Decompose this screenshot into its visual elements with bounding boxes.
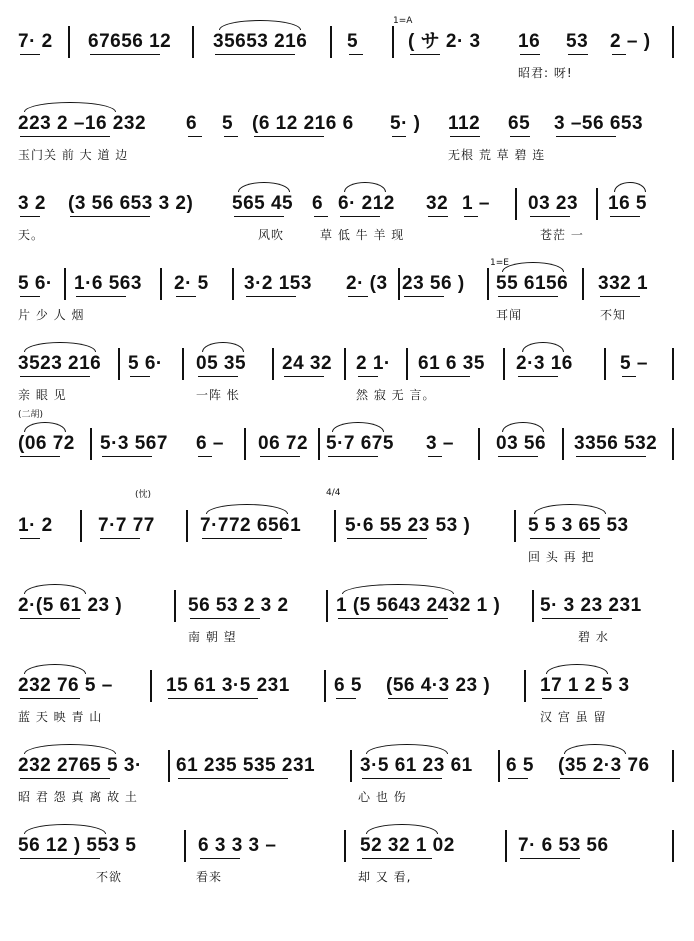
note-group: 61 235 535 231 [176, 755, 316, 776]
rhythm-underline [200, 858, 240, 859]
bar-line [174, 590, 176, 622]
note-group: 6 [312, 193, 324, 214]
note-group: 232 2765 5 3· [18, 755, 142, 776]
rhythm-underline [340, 216, 380, 217]
bar-line [398, 268, 400, 300]
slur-mark [342, 584, 454, 594]
rhythm-underline [20, 296, 40, 297]
rhythm-underline [20, 538, 40, 539]
lyric-text: 亲 眼 见 [18, 388, 67, 402]
note-group: 1 (5 5643 2432 1 ) [336, 595, 501, 616]
note-group: 53 [566, 31, 589, 52]
slur-mark [219, 20, 301, 30]
note-group: 6 [186, 113, 198, 134]
rhythm-underline [168, 698, 258, 699]
note-group: 3 2 [18, 193, 46, 214]
rhythm-underline [224, 136, 238, 137]
slur-mark [24, 342, 96, 352]
note-group: 67656 12 [88, 31, 172, 52]
rhythm-underline [347, 538, 427, 539]
note-group: 56 53 2 3 2 [188, 595, 289, 616]
rhythm-underline [234, 216, 284, 217]
lyric-text: 汉 宫 虽 留 [540, 710, 607, 724]
note-group: 1 – [462, 193, 490, 214]
rhythm-underline [20, 778, 110, 779]
bar-line [562, 428, 564, 460]
rhythm-underline [76, 296, 126, 297]
note-group: 5·3 567 [100, 433, 168, 454]
bar-line [184, 830, 186, 862]
rhythm-underline [260, 456, 300, 457]
lyric-text: 蓝 天 映 青 山 [18, 710, 103, 724]
bar-line [344, 830, 346, 862]
rhythm-underline [349, 54, 363, 55]
rhythm-underline [188, 136, 202, 137]
note-group: 3523 216 [18, 353, 102, 374]
rhythm-underline [130, 376, 150, 377]
rhythm-underline [362, 858, 432, 859]
bar-line [272, 348, 274, 380]
rhythm-underline [90, 54, 160, 55]
note-group: 5 6· [128, 353, 163, 374]
bar-line [80, 510, 82, 542]
score-annotation: 1=E [490, 258, 509, 268]
bar-line [672, 428, 674, 460]
lyric-text: 苍茫 一 [540, 228, 584, 242]
note-group: 3 –56 653 [554, 113, 644, 134]
note-group: (3 56 653 3 2) [68, 193, 194, 214]
note-group: 35653 216 [213, 31, 308, 52]
lyric-text: 却 又 看, [358, 870, 412, 884]
lyric-text: 玉门关 前 大 道 边 [18, 148, 129, 162]
lyric-text: 风吹 [258, 228, 285, 242]
note-group: 7·7 77 [98, 515, 155, 536]
rhythm-underline [450, 136, 480, 137]
bar-line [582, 268, 584, 300]
note-group: 6 5 [334, 675, 362, 696]
bar-line [118, 348, 120, 380]
bar-line [604, 348, 606, 380]
bar-line [232, 268, 234, 300]
bar-line [672, 26, 674, 58]
slur-mark [24, 584, 86, 594]
lyric-text: 南 朝 望 [188, 630, 237, 644]
slur-mark [366, 824, 438, 834]
bar-line [524, 670, 526, 702]
lyric-text: 无根 荒 草 碧 连 [448, 148, 546, 162]
rhythm-underline [198, 376, 238, 377]
bar-line [330, 26, 332, 58]
note-group: 3 – [426, 433, 454, 454]
note-group: 6 5 [506, 755, 534, 776]
note-group: 05 35 [196, 353, 247, 374]
note-group: 2·(5 61 23 ) [18, 595, 123, 616]
rhythm-underline [420, 376, 470, 377]
score-annotation: 1=A [393, 16, 413, 26]
bar-line [672, 750, 674, 782]
note-group: 7· 2 [18, 31, 53, 52]
bar-line [672, 348, 674, 380]
lyric-text: 回 头 再 把 [528, 550, 595, 564]
lyric-text: 一阵 怅 [196, 388, 240, 402]
rhythm-underline [530, 538, 600, 539]
slur-mark [564, 744, 626, 754]
bar-line [498, 750, 500, 782]
rhythm-underline [622, 376, 636, 377]
note-group: 65 [508, 113, 531, 134]
slur-mark [502, 422, 544, 432]
bar-line [68, 26, 70, 58]
note-group: 5 6· [18, 273, 53, 294]
note-group: ( サ 2· 3 [408, 31, 481, 52]
rhythm-underline [404, 296, 444, 297]
note-group: (56 4·3 23 ) [386, 675, 491, 696]
rhythm-underline [314, 216, 328, 217]
bar-line [244, 428, 246, 460]
lyric-text: 片 少 人 烟 [18, 308, 85, 322]
slur-mark [24, 102, 116, 112]
note-group: 24 32 [282, 353, 333, 374]
note-group: 5 – [620, 353, 648, 374]
rhythm-underline [362, 778, 442, 779]
bar-line [160, 268, 162, 300]
note-group: (6 12 216 6 [252, 113, 354, 134]
rhythm-underline [178, 778, 288, 779]
slur-mark [366, 744, 448, 754]
lyric-text: 天。 [18, 228, 45, 242]
note-group: (35 2·3 76 [558, 755, 650, 776]
rhythm-underline [530, 216, 570, 217]
bar-line [334, 510, 336, 542]
note-group: 2·3 16 [516, 353, 573, 374]
slur-mark [522, 342, 564, 352]
rhythm-underline [542, 698, 602, 699]
rhythm-underline [20, 858, 100, 859]
slur-mark [344, 182, 386, 192]
rhythm-underline [70, 216, 150, 217]
note-group: 223 2 –16 232 [18, 113, 147, 134]
slur-mark [502, 262, 564, 272]
rhythm-underline [336, 698, 356, 699]
note-group: 52 32 1 02 [360, 835, 455, 856]
rhythm-underline [410, 54, 440, 55]
lyric-text: 昭 君 怨 真 离 故 土 [18, 790, 138, 804]
bar-line [90, 428, 92, 460]
lyric-text: 不欲 [96, 870, 123, 884]
note-group: 1·6 563 [74, 273, 142, 294]
note-group: 3·2 153 [244, 273, 312, 294]
note-group: 56 12 ) 553 5 [18, 835, 137, 856]
rhythm-underline [576, 456, 646, 457]
slur-mark [206, 504, 288, 514]
bar-line [326, 590, 328, 622]
bar-line [186, 510, 188, 542]
rhythm-underline [176, 296, 196, 297]
rhythm-underline [190, 618, 260, 619]
rhythm-underline [520, 858, 580, 859]
slur-mark [546, 664, 608, 674]
note-group: 5· 3 23 231 [540, 595, 642, 616]
rhythm-underline [358, 376, 378, 377]
score-annotation: (二胡) [18, 410, 44, 420]
slur-mark [24, 422, 66, 432]
note-group: 5 [222, 113, 234, 134]
note-group: 16 5 [608, 193, 647, 214]
bar-line [532, 590, 534, 622]
note-group: 55 6156 [496, 273, 569, 294]
note-group: 32 [426, 193, 449, 214]
note-group: 5·7 675 [326, 433, 394, 454]
rhythm-underline [520, 54, 540, 55]
rhythm-underline [556, 136, 616, 137]
score-annotation: (忱) [135, 490, 152, 500]
bar-line [150, 670, 152, 702]
rhythm-underline [20, 376, 90, 377]
rhythm-underline [508, 778, 528, 779]
bar-line [168, 750, 170, 782]
rhythm-underline [542, 618, 612, 619]
rhythm-underline [20, 698, 80, 699]
rhythm-underline [102, 456, 152, 457]
rhythm-underline [20, 54, 40, 55]
bar-line [324, 670, 326, 702]
rhythm-underline [20, 456, 60, 457]
lyric-text: 心 也 伤 [358, 790, 407, 804]
note-group: 2· (3 [346, 273, 388, 294]
note-group: 7·772 6561 [200, 515, 302, 536]
rhythm-underline [202, 538, 282, 539]
rhythm-underline [498, 456, 538, 457]
rhythm-underline [20, 618, 80, 619]
note-group: 5 5 3 65 53 [528, 515, 629, 536]
rhythm-underline [518, 376, 558, 377]
rhythm-underline [328, 456, 378, 457]
rhythm-underline [498, 296, 558, 297]
lyric-text: 碧 水 [578, 630, 609, 644]
slur-mark [332, 422, 384, 432]
note-group: 2 – ) [610, 31, 651, 52]
rhythm-underline [20, 136, 110, 137]
note-group: 332 1 [598, 273, 649, 294]
slur-mark [24, 744, 116, 754]
slur-mark [202, 342, 244, 352]
rhythm-underline [246, 296, 296, 297]
note-group: 6· 212 [338, 193, 395, 214]
rhythm-underline [510, 136, 530, 137]
slur-mark [614, 182, 646, 192]
note-group: 2· 5 [174, 273, 209, 294]
rhythm-underline [388, 698, 448, 699]
note-group: 6 3 3 3 – [198, 835, 277, 856]
rhythm-underline [284, 376, 324, 377]
rhythm-underline [428, 216, 448, 217]
lyric-text: 耳闻 [496, 308, 523, 322]
rhythm-underline [348, 296, 368, 297]
note-group: 5· ) [390, 113, 421, 134]
note-group: 16 [518, 31, 541, 52]
rhythm-underline [20, 216, 40, 217]
note-group: 6 – [196, 433, 224, 454]
bar-line [487, 268, 489, 300]
rhythm-underline [464, 216, 478, 217]
rhythm-underline [198, 456, 212, 457]
rhythm-underline [568, 54, 588, 55]
note-group: 1· 2 [18, 515, 53, 536]
bar-line [392, 26, 394, 58]
lyric-text: 然 寂 无 言。 [356, 388, 436, 402]
slur-mark [238, 182, 290, 192]
note-group: (06 72 [18, 433, 75, 454]
bar-line [503, 348, 505, 380]
lyric-text: 草 低 牛 羊 现 [320, 228, 405, 242]
score-annotation: 4/4 [326, 488, 341, 498]
bar-line [192, 26, 194, 58]
slur-mark [24, 664, 86, 674]
note-group: 2 1· [356, 353, 391, 374]
note-group: 7· 6 53 56 [518, 835, 609, 856]
rhythm-underline [610, 216, 640, 217]
bar-line [672, 830, 674, 862]
rhythm-underline [392, 136, 406, 137]
note-group: 3·5 61 23 61 [360, 755, 473, 776]
bar-line [318, 428, 320, 460]
rhythm-underline [338, 618, 448, 619]
note-group: 15 61 3·5 231 [166, 675, 290, 696]
rhythm-underline [600, 296, 640, 297]
rhythm-underline [612, 54, 626, 55]
note-group: 23 56 ) [402, 273, 465, 294]
lyric-text: 昭君: 呀! [518, 66, 573, 80]
note-group: 03 23 [528, 193, 579, 214]
slur-mark [534, 504, 606, 514]
bar-line [514, 510, 516, 542]
bar-line [182, 348, 184, 380]
bar-line [406, 348, 408, 380]
bar-line [515, 188, 517, 220]
bar-line [344, 348, 346, 380]
note-group: 17 1 2 5 3 [540, 675, 630, 696]
rhythm-underline [254, 136, 324, 137]
bar-line [64, 268, 66, 300]
bar-line [505, 830, 507, 862]
bar-line [596, 188, 598, 220]
note-group: 61 6 35 [418, 353, 485, 374]
bar-line [350, 750, 352, 782]
rhythm-underline [215, 54, 295, 55]
lyric-text: 看来 [196, 870, 223, 884]
rhythm-underline [100, 538, 140, 539]
note-group: 232 76 5 – [18, 675, 113, 696]
rhythm-underline [560, 778, 620, 779]
note-group: 06 72 [258, 433, 309, 454]
rhythm-underline [428, 456, 442, 457]
note-group: 565 45 [232, 193, 294, 214]
note-group: 5·6 55 23 53 ) [345, 515, 471, 536]
note-group: 3356 532 [574, 433, 658, 454]
slur-mark [24, 824, 106, 834]
note-group: 112 [448, 113, 481, 134]
lyric-text: 不知 [600, 308, 627, 322]
bar-line [478, 428, 480, 460]
note-group: 5 [347, 31, 359, 52]
note-group: 03 56 [496, 433, 547, 454]
